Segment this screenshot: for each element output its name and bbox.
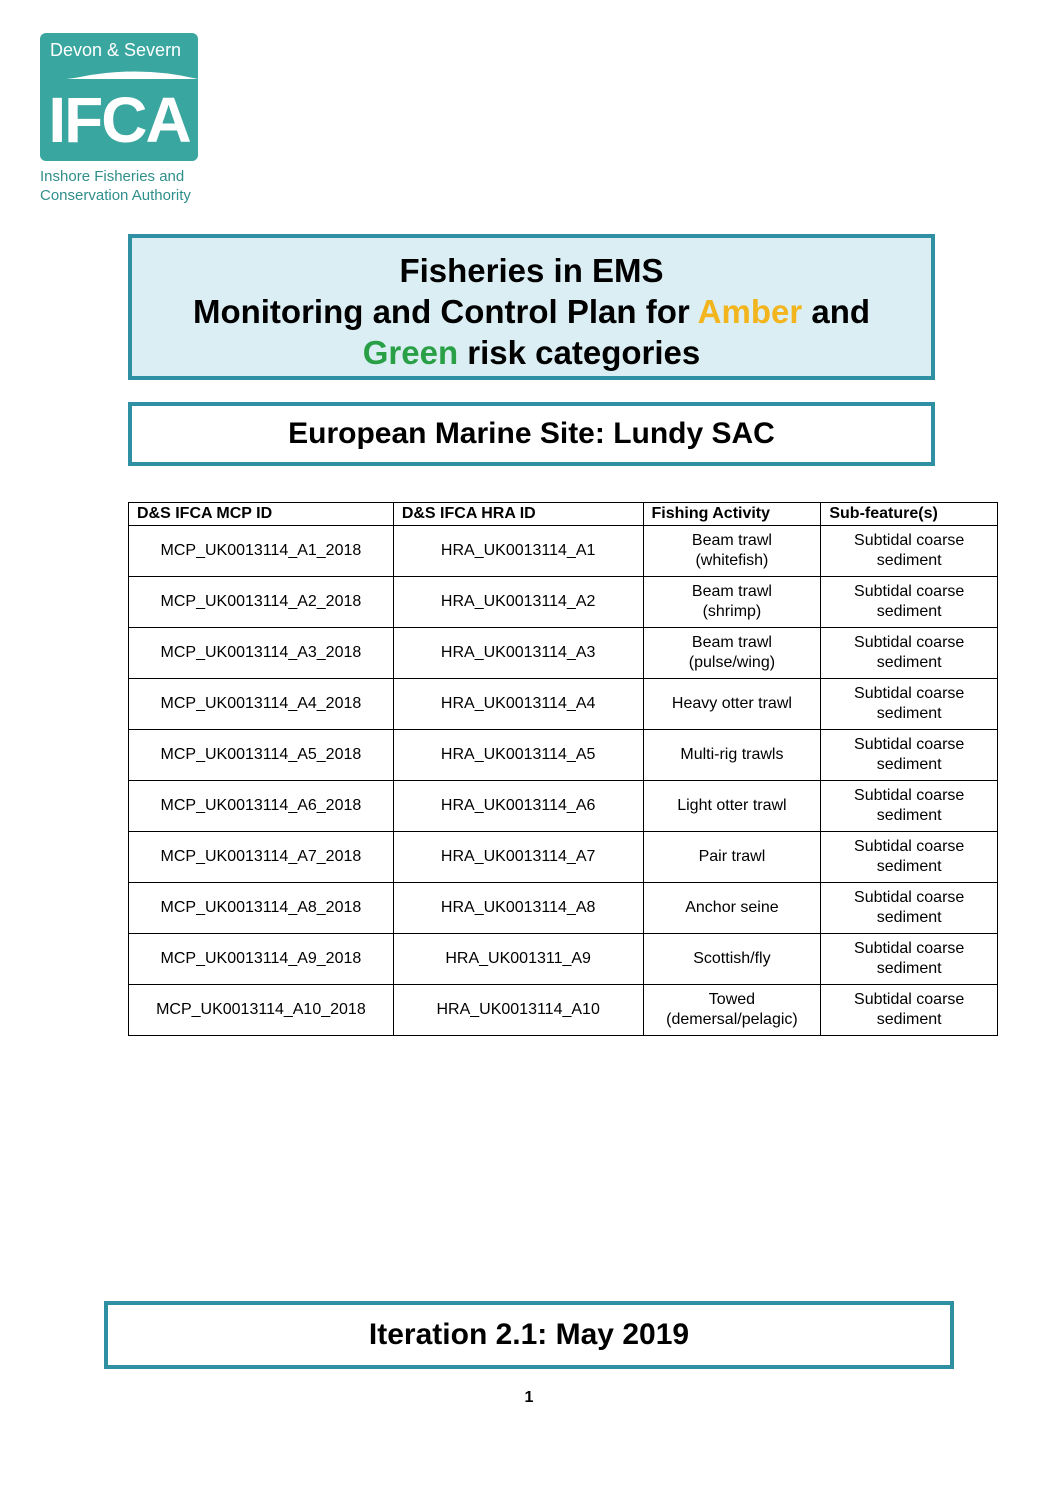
activity-cell [643, 883, 821, 934]
subfeature-line: Subtidal coarse [854, 838, 965, 855]
title-text: Monitoring and Control Plan for [192, 293, 698, 330]
column-header: D&S IFCA MCP ID [129, 503, 394, 526]
table-row [129, 781, 998, 832]
table-row [129, 679, 998, 730]
activity-line: (pulse/wing) [688, 654, 776, 671]
activity-cell [643, 832, 821, 883]
subfeature-cell [821, 628, 998, 679]
hra-id-cell: HRA_UK0013114_A7 [393, 832, 643, 883]
activity-line: Towed [708, 991, 756, 1008]
table-row [129, 730, 998, 781]
hra-id-cell: HRA_UK0013114_A10 [393, 985, 643, 1036]
activity-line: (demersal/pelagic) [666, 1011, 798, 1028]
table-row [129, 934, 998, 985]
hra-id-cell: HRA_UK0013114_A3 [393, 628, 643, 679]
mcp-id-cell: MCP_UK0013114_A5_2018 [129, 730, 394, 781]
subfeature-line: Subtidal coarse [854, 889, 965, 906]
logo-banner: Devon & Severn [40, 33, 198, 69]
activity-line: Beam trawl [691, 634, 772, 651]
subfeature-line: sediment [876, 552, 942, 569]
site-name-box: European Marine Site: Lundy SAC [128, 402, 935, 466]
subfeature-line: sediment [876, 960, 942, 977]
amber-label: Amber [697, 293, 803, 330]
subfeature-line: sediment [876, 705, 942, 722]
activity-cell [643, 679, 821, 730]
subfeature-line: Subtidal coarse [854, 736, 965, 753]
activity-cell [643, 577, 821, 628]
activity-line: Anchor seine [685, 899, 779, 916]
activity-cell [643, 934, 821, 985]
green-label: Green [362, 334, 459, 371]
logo-subtitle-line: Conservation Authority [40, 187, 191, 204]
activity-line: Multi-rig trawls [680, 746, 784, 763]
activity-line: Pair trawl [698, 848, 766, 865]
table-row [129, 628, 998, 679]
column-header: D&S IFCA HRA ID [393, 503, 643, 526]
subfeature-line: Subtidal coarse [854, 634, 965, 651]
subfeature-line: Subtidal coarse [854, 787, 965, 804]
subfeature-line: sediment [876, 807, 942, 824]
subfeature-cell [821, 883, 998, 934]
activity-cell [643, 781, 821, 832]
hra-id-cell: HRA_UK001311_A9 [393, 934, 643, 985]
table-row [129, 985, 998, 1036]
subfeature-line: sediment [876, 1011, 942, 1028]
activity-line: Beam trawl [691, 532, 772, 549]
activity-line: Beam trawl [691, 583, 772, 600]
activity-line: Light otter trawl [677, 797, 787, 814]
subfeature-cell [821, 985, 998, 1036]
activity-line: Heavy otter trawl [671, 695, 792, 712]
mcp-id-cell: MCP_UK0013114_A9_2018 [129, 934, 394, 985]
subfeature-cell [821, 730, 998, 781]
activity-cell [643, 730, 821, 781]
mcp-id-cell: MCP_UK0013114_A6_2018 [129, 781, 394, 832]
subfeature-line: Subtidal coarse [854, 583, 965, 600]
subfeature-line: Subtidal coarse [854, 685, 965, 702]
subfeature-line: Subtidal coarse [854, 532, 965, 549]
hra-id-cell: HRA_UK0013114_A2 [393, 577, 643, 628]
mcp-table [128, 502, 998, 1036]
mcp-id-cell: MCP_UK0013114_A7_2018 [129, 832, 394, 883]
iteration-box: Iteration 2.1: May 2019 [104, 1301, 954, 1369]
subfeature-cell [821, 526, 998, 577]
ifca-logo [40, 33, 200, 208]
hra-id-cell: HRA_UK0013114_A5 [393, 730, 643, 781]
hra-id-cell: HRA_UK0013114_A8 [393, 883, 643, 934]
activity-line: Scottish/fly [693, 950, 771, 967]
table-row [129, 883, 998, 934]
table-header-row [129, 503, 998, 526]
subfeature-cell [821, 781, 998, 832]
mcp-id-cell: MCP_UK0013114_A8_2018 [129, 883, 394, 934]
page-number: 1 [524, 1389, 534, 1406]
title-line-2 [132, 291, 931, 332]
mcp-id-cell: MCP_UK0013114_A10_2018 [129, 985, 394, 1036]
title-line-3 [132, 332, 931, 373]
subfeature-line: sediment [876, 858, 942, 875]
subfeature-cell [821, 934, 998, 985]
hra-id-cell: HRA_UK0013114_A6 [393, 781, 643, 832]
activity-cell [643, 628, 821, 679]
title-text: risk categories [458, 334, 701, 371]
activity-cell [643, 985, 821, 1036]
document-title-box [128, 234, 935, 380]
logo-subtitle [40, 167, 210, 205]
mcp-id-cell: MCP_UK0013114_A3_2018 [129, 628, 394, 679]
mcp-id-cell: MCP_UK0013114_A1_2018 [129, 526, 394, 577]
subfeature-line: Subtidal coarse [854, 940, 965, 957]
subfeature-line: sediment [876, 603, 942, 620]
table-row [129, 526, 998, 577]
logo-subtitle-line: Inshore Fisheries and [40, 168, 185, 185]
subfeature-line: sediment [876, 756, 942, 773]
title-line-1: Fisheries in EMS [399, 252, 664, 289]
hra-id-cell: HRA_UK0013114_A1 [393, 526, 643, 577]
mcp-id-cell: MCP_UK0013114_A2_2018 [129, 577, 394, 628]
column-header: Sub-feature(s) [821, 503, 998, 526]
hra-id-cell: HRA_UK0013114_A4 [393, 679, 643, 730]
mcp-id-cell: MCP_UK0013114_A4_2018 [129, 679, 394, 730]
subfeature-line: sediment [876, 654, 942, 671]
subfeature-line: Subtidal coarse [854, 991, 965, 1008]
column-header: Fishing Activity [643, 503, 821, 526]
table-row [129, 577, 998, 628]
table-row [129, 832, 998, 883]
subfeature-cell [821, 832, 998, 883]
subfeature-line: sediment [876, 909, 942, 926]
title-text: and [802, 293, 871, 330]
subfeature-cell [821, 679, 998, 730]
activity-line: (shrimp) [702, 603, 762, 620]
activity-cell [643, 526, 821, 577]
activity-line: (whitefish) [695, 552, 769, 569]
logo-wordmark: IFCA [40, 79, 198, 161]
subfeature-cell [821, 577, 998, 628]
